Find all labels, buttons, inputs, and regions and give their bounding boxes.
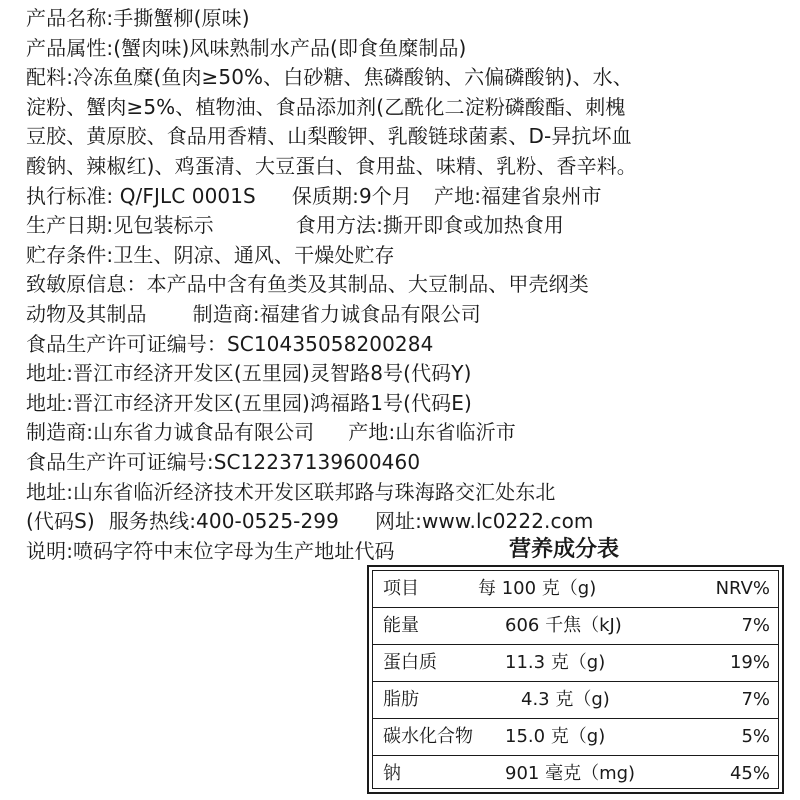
code-hotline-website-row [26, 507, 796, 537]
storage-conditions: 贮存条件:卫生、阴凉、通风、干燥处贮存 [26, 242, 395, 267]
product-category: 产品属性:(蟹肉味)风味熟制水产品(即食鱼糜制品) [26, 35, 467, 60]
address-code-y: 地址:晋江市经济开发区(五里园)灵智路8号(代码Y) [26, 361, 472, 386]
nutrient-value: 15.0 克（g) [505, 726, 606, 747]
shelf-life: 保质期:9个月 [291, 183, 413, 208]
nutrient-value: 11.3 克（g) [505, 652, 606, 673]
header-nrv: NRV% [715, 578, 770, 599]
date-usage-row [26, 211, 796, 241]
execution-standard: 执行标准: Q/FJLC 0001S [26, 183, 256, 208]
nutrition-row-fat [373, 682, 778, 717]
nutrient-value: 4.3 克（g) [521, 689, 610, 710]
nutrient-nrv: 5% [741, 726, 770, 747]
nutrition-header-row [373, 571, 778, 606]
allergen-info-line-2: 动物及其制品 [26, 301, 147, 326]
nutrition-row-energy [373, 608, 778, 643]
code-s: (代码S) [26, 509, 95, 534]
nutrient-nrv: 19% [729, 652, 770, 673]
license-fujian: 食品生产许可证编号：SC10435058200284 [26, 331, 434, 356]
nutrient-nrv: 7% [741, 689, 770, 710]
nutrition-table-title: 营养成分表 [509, 537, 620, 562]
usage-method: 食用方法:撕开即食或加热食用 [295, 213, 564, 238]
nutrient-nrv: 7% [741, 615, 770, 636]
code-explanation-note: 说明:喷码字符中末位字母为生产地址代码 [26, 538, 395, 563]
standard-shelf-origin-row [26, 182, 796, 212]
license-shandong: 食品生产许可证编号:SC12237139600460 [26, 449, 421, 474]
ingredients-line-1: 配料:冷冻鱼糜(鱼肉≥50%、白砂糖、焦磷酸钠、六偏磷酸钠)、水、 [26, 65, 633, 90]
nutrient-name: 钠 [383, 763, 401, 784]
website: 网址:www.lc0222.com [374, 509, 594, 534]
manufacturer-fujian: 制造商:福建省力诚食品有限公司 [192, 301, 481, 326]
nutrient-value: 901 毫克（mg) [505, 763, 636, 784]
service-hotline: 服务热线:400-0525-299 [108, 509, 339, 534]
address-code-s: 地址:山东省临沂经济技术开发区联邦路与珠海路交汇处东北 [26, 479, 556, 504]
product-name: 产品名称:手撕蟹柳(原味) [26, 6, 250, 30]
nutrition-row-carbohydrate [373, 719, 778, 754]
nutrient-name: 脂肪 [383, 689, 419, 710]
nutrition-facts-table [367, 565, 784, 794]
origin-shandong: 产地:山东省临沂市 [348, 420, 516, 445]
manufacturer-shandong: 制造商:山东省力诚食品有限公司 [26, 420, 315, 445]
ingredients-line-2: 淀粉、蟹肉≥5%、植物油、食品添加剂(乙酰化二淀粉磷酸酯、刺槐 [26, 94, 626, 119]
nutrient-name: 能量 [383, 615, 419, 636]
ingredients-line-4: 酸钠、辣椒红)、鸡蛋清、大豆蛋白、食用盐、味精、乳粉、香辛料。 [26, 153, 637, 178]
header-item: 项目 [383, 578, 419, 599]
nutrition-row-sodium [373, 756, 778, 791]
nutrient-nrv: 45% [729, 763, 770, 784]
ingredients-line-3: 豆胶、黄原胶、食品用香精、山梨酸钾、乳酸链球菌素、D-异抗坏血 [26, 124, 632, 149]
origin-fujian: 产地:福建省泉州市 [434, 183, 602, 208]
production-date: 生产日期:见包装标示 [26, 213, 214, 238]
nutrient-name: 碳水化合物 [383, 726, 473, 747]
header-per-100g: 每 100 克（g) [478, 578, 597, 599]
product-label-text [26, 4, 796, 566]
nutrient-value: 606 千焦（kJ) [505, 615, 622, 636]
nutrition-row-protein [373, 645, 778, 680]
manufacturer-origin-row [26, 418, 796, 448]
allergen-manufacturer-row [26, 300, 796, 330]
nutrient-name: 蛋白质 [383, 652, 437, 673]
address-code-e: 地址:晋江市经济开发区(五里园)鸿福路1号(代码E) [26, 390, 472, 415]
allergen-info-line-1: 致敏原信息：本产品中含有鱼类及其制品、大豆制品、甲壳纲类 [26, 272, 589, 297]
